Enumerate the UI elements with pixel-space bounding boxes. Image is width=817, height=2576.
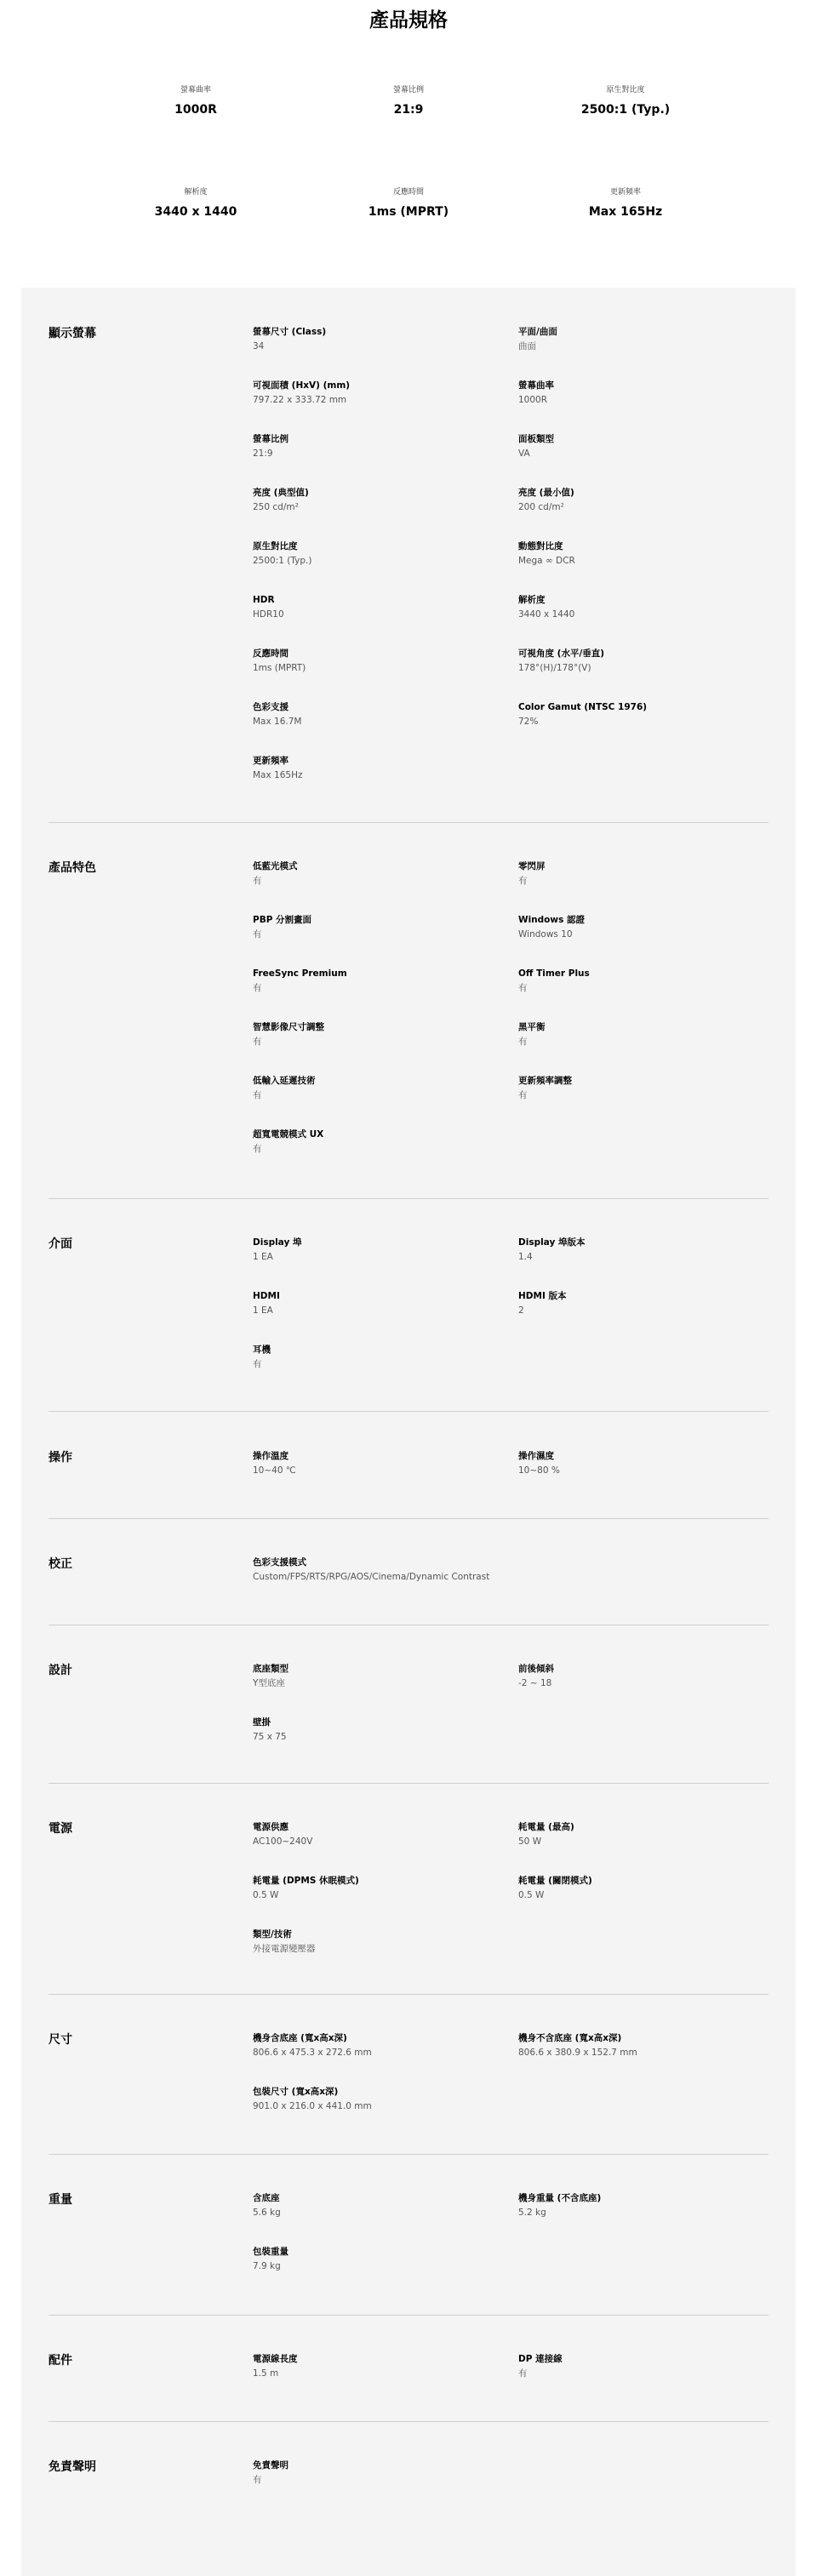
section-divider [49, 1198, 768, 1199]
spec-section-title: 產品特色 [49, 861, 96, 875]
spec-label: 電源線長度 [253, 2354, 298, 2364]
highlight-item [85, 187, 306, 220]
section-divider [49, 1783, 768, 1784]
spec-value: 0.5 W [518, 1890, 545, 1900]
spec-item [253, 1928, 508, 1955]
spec-item [518, 914, 774, 940]
spec-label: 更新頻率調整 [518, 1076, 572, 1086]
spec-label: 動態對比度 [518, 541, 563, 551]
spec-item [253, 2246, 508, 2272]
spec-item [518, 2192, 774, 2219]
spec-label: Display 埠 [253, 1237, 302, 1248]
spec-label: 亮度 (典型值) [253, 488, 309, 498]
highlight-label: 更新頻率 [609, 188, 641, 197]
spec-label: 含底座 [253, 2193, 280, 2203]
spec-value: Windows 10 [518, 929, 573, 940]
spec-label: 反應時間 [253, 648, 289, 659]
spec-item [253, 1021, 508, 1048]
spec-value: 有 [253, 1037, 262, 1047]
spec-item [518, 380, 774, 406]
highlight-label: 螢幕比例 [392, 86, 424, 94]
spec-label: 色彩支援模式 [253, 1557, 306, 1568]
spec-value: HDR10 [253, 609, 284, 620]
spec-value: 2 [518, 1305, 524, 1316]
spec-value: Mega ∞ DCR [518, 556, 575, 566]
spec-value: 有 [253, 1090, 262, 1100]
spec-item [518, 1075, 774, 1101]
spec-label: 包裝尺寸 (寬x高x深) [253, 2087, 339, 2097]
spec-value: 1.5 m [253, 2368, 279, 2379]
spec-value: 901.0 x 216.0 x 441.0 mm [253, 2101, 372, 2111]
spec-value: 1000R [518, 395, 548, 405]
spec-section-title: 操作 [49, 1451, 72, 1465]
spec-label: HDMI 版本 [518, 1291, 567, 1301]
spec-item [253, 2032, 508, 2059]
spec-value: 34 [253, 341, 265, 351]
highlight-label: 螢幕曲率 [180, 86, 211, 94]
spec-item [253, 487, 508, 513]
spec-value: 有 [253, 983, 262, 993]
spec-label: Windows 認證 [518, 915, 585, 925]
spec-item [253, 326, 508, 352]
spec-item [253, 860, 508, 887]
spec-section-title: 電源 [49, 1822, 72, 1836]
spec-value: 200 cd/m² [518, 502, 564, 512]
spec-item [518, 968, 774, 994]
spec-label: 更新頻率 [253, 756, 289, 766]
spec-label: 類型/技術 [253, 1929, 292, 1939]
spec-item [253, 1128, 508, 1155]
highlight-item [298, 85, 519, 117]
spec-item [253, 1716, 508, 1743]
spec-label: 可視角度 (水平/垂直) [518, 648, 605, 659]
spec-item [253, 2459, 508, 2486]
spec-item [253, 1237, 508, 1263]
spec-item [518, 1290, 774, 1317]
section-divider [49, 1994, 768, 1995]
spec-section-title: 校正 [49, 1557, 72, 1571]
spec-section-title: 免責聲明 [49, 2460, 96, 2474]
spec-value: 797.22 x 333.72 mm [253, 395, 347, 405]
spec-item [518, 1875, 774, 1901]
section-divider [49, 2154, 768, 2155]
spec-value: 有 [253, 929, 262, 940]
spec-label: Color Gamut (NTSC 1976) [518, 702, 648, 712]
spec-item [518, 540, 774, 567]
spec-label: FreeSync Premium [253, 968, 347, 979]
spec-label: 耗電量 (關閉模式) [518, 1876, 592, 1886]
spec-item [518, 594, 774, 620]
spec-item [518, 860, 774, 887]
spec-label: HDMI [253, 1291, 280, 1301]
spec-value: 有 [518, 983, 528, 993]
spec-item [253, 2086, 508, 2112]
spec-label: 螢幕比例 [253, 434, 289, 444]
spec-value: AC100~240V [253, 1836, 313, 1847]
spec-label: 包裝重量 [253, 2247, 289, 2257]
spec-label: 智慧影像尺寸調整 [253, 1022, 324, 1032]
page-title: 產品規格 [369, 9, 448, 31]
highlight-item [515, 187, 736, 220]
spec-value: 曲面 [518, 341, 536, 351]
spec-label: 螢幕尺寸 (Class) [253, 327, 327, 337]
spec-label: 操作濕度 [518, 1451, 554, 1461]
spec-label: Off Timer Plus [518, 968, 590, 979]
spec-value: Max 16.7M [253, 717, 302, 727]
spec-label: 超寬電競模式 UX [253, 1129, 324, 1139]
spec-label: 前後傾斜 [518, 1664, 554, 1674]
spec-label: 壁掛 [253, 1717, 271, 1728]
spec-label: 耗電量 (DPMS 休眠模式) [253, 1876, 359, 1886]
highlight-value: 2500:1 (Typ.) [580, 103, 671, 117]
spec-label: 耗電量 (最高) [518, 1822, 574, 1832]
highlight-value: 21:9 [393, 103, 424, 117]
highlight-item [85, 85, 306, 117]
spec-label: DP 連接線 [518, 2354, 563, 2364]
spec-section-title: 重量 [49, 2193, 72, 2207]
spec-value: 5.6 kg [253, 2208, 281, 2218]
spec-highlights [0, 43, 817, 298]
spec-value: 75 x 75 [253, 1732, 287, 1742]
spec-item [518, 1821, 774, 1848]
spec-label: 面板類型 [518, 434, 554, 444]
spec-item [253, 701, 508, 728]
spec-item [253, 380, 508, 406]
spec-label: 操作溫度 [253, 1451, 289, 1461]
spec-value: 2500:1 (Typ.) [253, 556, 312, 566]
spec-value: 250 cd/m² [253, 502, 299, 512]
spec-item [253, 1075, 508, 1101]
spec-label: 低藍光模式 [253, 861, 298, 871]
spec-value: 178°(H)/178°(V) [518, 663, 591, 673]
spec-item [253, 968, 508, 994]
spec-label: 黑平衡 [518, 1022, 546, 1032]
spec-item [253, 1290, 508, 1317]
section-divider [49, 2315, 768, 2316]
spec-item [518, 433, 774, 460]
spec-label: 底座類型 [253, 1664, 289, 1674]
spec-value: Y型底座 [253, 1678, 285, 1688]
spec-label: 色彩支援 [253, 702, 289, 712]
spec-value: 外接電源變壓器 [253, 1944, 316, 1954]
spec-value: 1 EA [253, 1252, 273, 1262]
spec-value: 1.4 [518, 1252, 533, 1262]
highlight-label: 解析度 [184, 188, 208, 197]
spec-item [253, 755, 508, 781]
spec-value: 10~80 % [518, 1465, 560, 1476]
spec-value: Max 165Hz [253, 770, 303, 780]
highlight-item [298, 187, 519, 220]
spec-value: 有 [253, 1144, 262, 1154]
spec-value: 5.2 kg [518, 2208, 546, 2218]
spec-item [518, 1021, 774, 1048]
spec-label: Display 埠版本 [518, 1237, 586, 1248]
spec-value: -2 ~ 18 [518, 1678, 552, 1688]
spec-item [253, 1450, 508, 1476]
spec-value: 1ms (MPRT) [253, 663, 306, 673]
section-divider [49, 2421, 768, 2422]
spec-value: 有 [253, 2475, 262, 2485]
spec-item [253, 2353, 508, 2379]
spec-item [253, 1821, 508, 1848]
spec-item [253, 594, 508, 620]
spec-label: PBP 分割畫面 [253, 915, 312, 925]
highlight-value: 3440 x 1440 [154, 205, 237, 219]
spec-value: 50 W [518, 1836, 542, 1847]
spec-section-title: 介面 [49, 1237, 72, 1251]
spec-label: 螢幕曲率 [518, 380, 554, 391]
highlight-value: Max 165Hz [588, 205, 663, 219]
section-divider [49, 1518, 768, 1519]
highlight-label: 原生對比度 [606, 86, 645, 94]
spec-value: 1 EA [253, 1305, 273, 1316]
spec-item [253, 914, 508, 940]
spec-section-title: 顯示螢幕 [49, 327, 96, 340]
spec-item [253, 433, 508, 460]
spec-item [518, 487, 774, 513]
spec-value: VA [518, 448, 530, 459]
spec-item [518, 648, 774, 674]
spec-value: 有 [518, 1090, 528, 1100]
spec-label: 免責聲明 [253, 2460, 289, 2470]
spec-value: 7.9 kg [253, 2261, 281, 2271]
spec-item [253, 1875, 508, 1901]
spec-item [518, 1450, 774, 1476]
spec-label: 低輸入延遲技術 [253, 1076, 316, 1086]
spec-item [518, 1663, 774, 1689]
spec-value: 有 [518, 1037, 528, 1047]
spec-section-title: 配件 [49, 2354, 72, 2368]
spec-label: 機身不含底座 (寬x高x深) [518, 2033, 622, 2043]
spec-item [253, 1663, 508, 1689]
highlight-label: 反應時間 [392, 188, 424, 197]
highlight-value: 1000R [174, 103, 217, 117]
highlight-value: 1ms (MPRT) [368, 205, 449, 219]
section-divider [49, 822, 768, 823]
spec-value: 72% [518, 717, 539, 727]
spec-table [21, 288, 796, 2576]
spec-label: 平面/曲面 [518, 327, 557, 337]
spec-label: 耳機 [253, 1345, 271, 1355]
spec-item [253, 2192, 508, 2219]
spec-value: 806.6 x 475.3 x 272.6 mm [253, 2048, 372, 2058]
spec-value: 3440 x 1440 [518, 609, 575, 620]
spec-item [518, 2353, 774, 2379]
spec-item [253, 1556, 763, 1583]
spec-value: 10~40 ℃ [253, 1465, 296, 1476]
spec-item [253, 540, 508, 567]
spec-item [253, 648, 508, 674]
spec-item [518, 2032, 774, 2059]
spec-section-title: 尺寸 [49, 2033, 72, 2047]
spec-value: 0.5 W [253, 1890, 279, 1900]
spec-label: 解析度 [518, 595, 546, 605]
spec-label: 可視面積 (HxV) (mm) [253, 380, 351, 391]
spec-label: HDR [253, 595, 275, 605]
spec-item [518, 1237, 774, 1263]
spec-label: 機身重量 (不含底座) [518, 2193, 602, 2203]
spec-item [253, 1344, 508, 1370]
spec-value: 有 [253, 876, 262, 886]
spec-value: 有 [518, 876, 528, 886]
highlight-item [515, 85, 736, 117]
section-divider [49, 1411, 768, 1412]
spec-item [518, 326, 774, 352]
spec-value: 有 [253, 1359, 262, 1369]
spec-label: 機身含底座 (寬x高x深) [253, 2033, 347, 2043]
spec-label: 零閃屏 [518, 861, 546, 871]
spec-item [518, 701, 774, 728]
spec-section-title: 設計 [49, 1664, 72, 1677]
spec-label: 電源供應 [253, 1822, 289, 1832]
spec-value: 806.6 x 380.9 x 152.7 mm [518, 2048, 637, 2058]
spec-value: 21:9 [253, 448, 273, 459]
spec-label: 原生對比度 [253, 541, 298, 551]
spec-value: 有 [518, 2368, 528, 2379]
spec-value: Custom/FPS/RTS/RPG/AOS/Cinema/Dynamic Contrast [253, 1572, 490, 1582]
spec-label: 亮度 (最小值) [518, 488, 574, 498]
